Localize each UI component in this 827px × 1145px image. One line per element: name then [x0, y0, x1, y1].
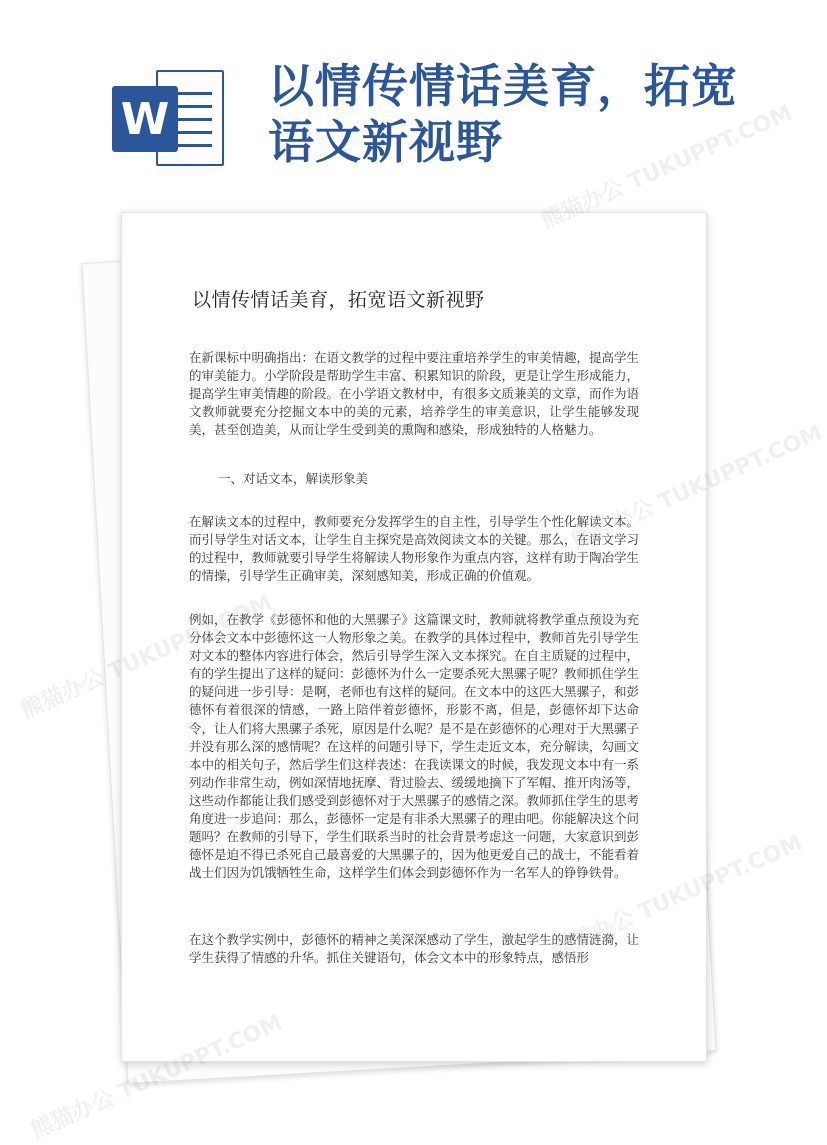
watermark: 熊猫办公	[27, 1085, 119, 1145]
watermark: 熊猫办公 TUKUPPT.COM	[537, 100, 797, 235]
word-document-icon	[112, 70, 224, 166]
word-logo-badge: W	[112, 86, 178, 152]
paragraph-example: 例如，在教学《彭德怀和他的大黑骡子》这篇课文时，教师就将教学重点预设为充分体会文本中彭德怀这一人物形象之美。在教学的具体过程中，教师首先引导学生对文本的整体内容进行体会，然后引导学生深入文本探究。在自主质疑的过程中，有的学生提出了这样的疑问：彭德怀为什么一定要杀死大黑骡子呢？教师抓住学生的疑问进一步引导：是啊，老师也有这样的疑问。在文本中的这匹大黑骡子，和彭德怀有着很深的情感，一路上陪伴着彭德怀，形影不离，但是，彭德怀却下达命令，让人们将大黑骡子杀死，原因是什么呢？是不是在彭德怀的心理对于大黑骡子并没有那么深的感情呢？在这样的问题引导下，学生走近文本，充分解读，勾画文本中的相关句子，然后学生们这样表述：在我读课文的时候，我发现文本中有一系列动作非常生动，例如深情地抚摩、背过脸去、缓缓地摘下了军帽、推开肉汤等，这些动作都能让我们感受到彭德怀对于大黑骡子的感情之深。教师抓住学生的思考角度进一步追问：那么，彭德怀一定是有非杀大黑骡子的理由吧。你能解决这个问题吗？在教师的引导下，学生们联系当时的社会背景考虑这一问题，大家意识到彭德怀是迫不得已杀死自己最喜爱的大黑骡子的，因为他更爱自己的战士，不能看着战士们因为饥饿牺牲生命，这样学生们体会到彭德怀作为一名军人的铮铮铁骨。	[189, 612, 640, 881]
paragraph-intro: 在新课标中明确指出：在语文教学的过程中要注重培养学生的审美情趣，提高学生的审美能力。小学阶段是帮助学生丰富、积累知识的阶段，更是让学生形成能力，提高学生审美情趣的阶段。在小学语文教材中，有很多文质兼美的文章，而作为语文教师就要充分挖掘文本中的美的元素，培养学生的审美意识，让学生能够发现美，甚至创造美，从而让学生受到美的熏陶和感染，形成独特的人格魅力。	[189, 350, 640, 438]
paragraph-text-reading: 在解读文本的过程中，教师要充分发挥学生的自主性，引导学生个性化解读文本。而引导学生对话文本，让学生自主探究是高效阅读文本的关键。那么，在语文学习的过程中，教师就要引导学生将解读人物形象作为重点内容，这样有助于陶冶学生的情操，引导学生正确审美，深刻感知美，形成正确的价值观。	[189, 514, 640, 584]
banner-title: 以情传情话美育，拓宽语文新视野	[268, 59, 738, 169]
document-title: 以情传情话美育，拓宽语文新视野	[192, 289, 485, 311]
document-page	[121, 212, 707, 1062]
paragraph-conclusion: 在这个教学实例中，彭德怀的精神之美深深感动了学生，激起学生的感情涟漪，让学生获得了情感的升华。抓住关键语句，体会文本中的形象特点，感悟形	[189, 932, 640, 966]
section-heading: 一、对话文本，解读形象美	[218, 471, 369, 486]
watermark: TUKUPPT.COM	[654, 420, 827, 516]
watermark: TUKUPPT.COM	[634, 830, 807, 926]
watermark: 熊猫办公	[17, 665, 109, 725]
banner	[0, 0, 800, 210]
